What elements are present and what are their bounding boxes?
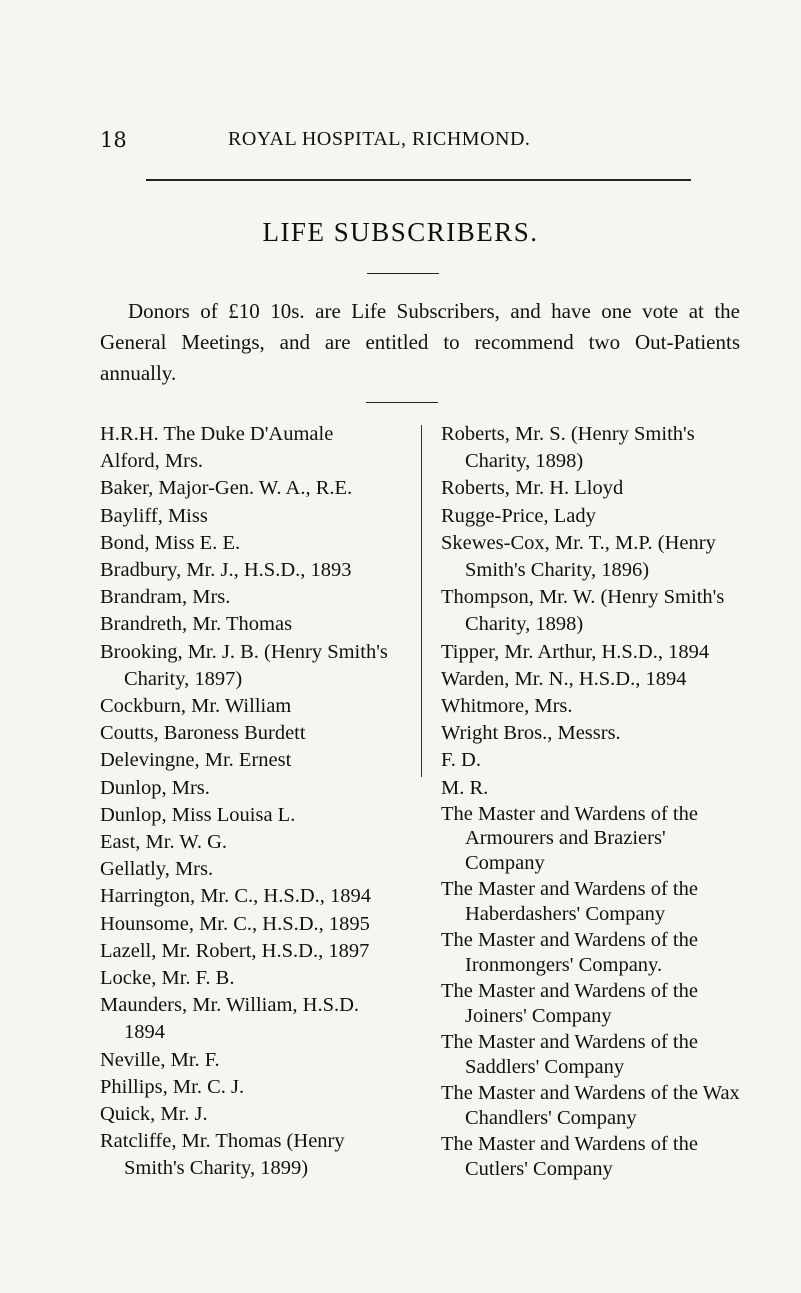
subscriber-entry: East, Mr. W. G.	[100, 831, 227, 854]
subscriber-entry: Wright Bros., Messrs.	[441, 722, 621, 745]
subscriber-entry: Brooking, Mr. J. B. (Henry Smith's Charity, 1897)	[100, 640, 388, 690]
intro-rule	[366, 402, 438, 403]
subscriber-entry: Coutts, Baroness Burdett	[100, 722, 306, 745]
subscriber-entry: Tipper, Mr. Arthur, H.S.D., 1894	[441, 640, 710, 663]
subscriber-entry: Gellatly, Mrs.	[100, 858, 214, 881]
title-rule	[367, 273, 439, 274]
subscriber-entry: The Master and Wardens of the Wax Chandlers' Company	[441, 1082, 740, 1129]
subscribers-left-column	[100, 421, 405, 1183]
subscriber-entry: Harrington, Mr. C., H.S.D., 1894	[100, 885, 372, 908]
subscriber-entry: Quick, Mr. J.	[100, 1103, 208, 1126]
subscriber-entry: Bayliff, Miss	[100, 504, 208, 527]
subscriber-entry: Baker, Major-Gen. W. A., R.E.	[100, 477, 353, 500]
subscriber-entry: Rugge-Price, Lady	[441, 504, 596, 527]
page-header	[0, 128, 801, 158]
subscriber-entry: The Master and Wardens of the Joiners' Company	[441, 980, 698, 1027]
subscriber-entry: Thompson, Mr. W. (Henry Smith's Charity, 1898)	[441, 586, 725, 636]
subscriber-entry: Roberts, Mr. S. (Henry Smith's Charity, 1898)	[441, 423, 695, 473]
subscriber-entry: Brandreth, Mr. Thomas	[100, 613, 293, 636]
subscriber-entry: Neville, Mr. F.	[100, 1048, 220, 1071]
subscriber-entry: The Master and Wardens of the Ironmongers' Company.	[441, 929, 698, 976]
subscribers-right-column	[441, 421, 741, 1183]
subscriber-entry: Whitmore, Mrs.	[441, 695, 573, 718]
subscriber-entry: Delevingne, Mr. Ernest	[100, 749, 292, 772]
running-title: ROYAL HOSPITAL, RICHMOND.	[228, 128, 531, 150]
intro-paragraph	[100, 296, 740, 389]
subscriber-entry: Maunders, Mr. William, H.S.D. 1894	[100, 994, 360, 1044]
subscriber-entry: The Master and Wardens of the Cutlers' Company	[441, 1133, 698, 1180]
page-number: 18	[100, 128, 127, 152]
column-divider	[421, 425, 422, 777]
subscriber-entry: Alford, Mrs.	[100, 450, 204, 473]
subscriber-entry: Ratcliffe, Mr. Thomas (Henry Smith's Charity, 1899)	[100, 1130, 345, 1180]
subscriber-entry: The Master and Wardens of the Haberdashers' Company	[441, 878, 698, 925]
subscriber-entry: Hounsome, Mr. C., H.S.D., 1895	[100, 912, 370, 935]
intro-text: Donors of £10 10s. are Life Subscribers, and have one vote at the General Meetings, and are entitled to recommend two Out-Patients annually.	[100, 299, 740, 385]
subscriber-entry: Bradbury, Mr. J., H.S.D., 1893	[100, 559, 352, 582]
subscriber-entry: Warden, Mr. N., H.S.D., 1894	[441, 667, 687, 690]
subscriber-entry: Dunlop, Miss Louisa L.	[100, 803, 296, 826]
subscriber-entry: Locke, Mr. F. B.	[100, 967, 235, 990]
subscriber-entry: Lazell, Mr. Robert, H.S.D., 1897	[100, 939, 370, 962]
section-title: LIFE SUBSCRIBERS.	[262, 217, 539, 247]
subscriber-entry: The Master and Wardens of the Saddlers' Company	[441, 1031, 698, 1078]
header-rule	[146, 179, 691, 181]
subscriber-entry: Cockburn, Mr. William	[100, 695, 292, 718]
subscriber-entry: M. R.	[441, 776, 489, 799]
subscriber-entry: H.R.H. The Duke D'Aumale	[100, 423, 334, 445]
subscriber-entry: The Master and Wardens of the Armourers and Braziers' Company	[441, 802, 698, 874]
subscriber-entry: Dunlop, Mrs.	[100, 776, 210, 799]
subscriber-entry: Bond, Miss E. E.	[100, 531, 241, 554]
subscriber-entry: Roberts, Mr. H. Lloyd	[441, 477, 624, 500]
subscriber-entry: F. D.	[441, 749, 481, 772]
subscriber-entry: Brandram, Mrs.	[100, 586, 231, 609]
subscriber-entry: Phillips, Mr. C. J.	[100, 1075, 245, 1098]
subscriber-entry: Skewes-Cox, Mr. T., M.P. (Henry Smith's Charity, 1896)	[441, 531, 716, 582]
